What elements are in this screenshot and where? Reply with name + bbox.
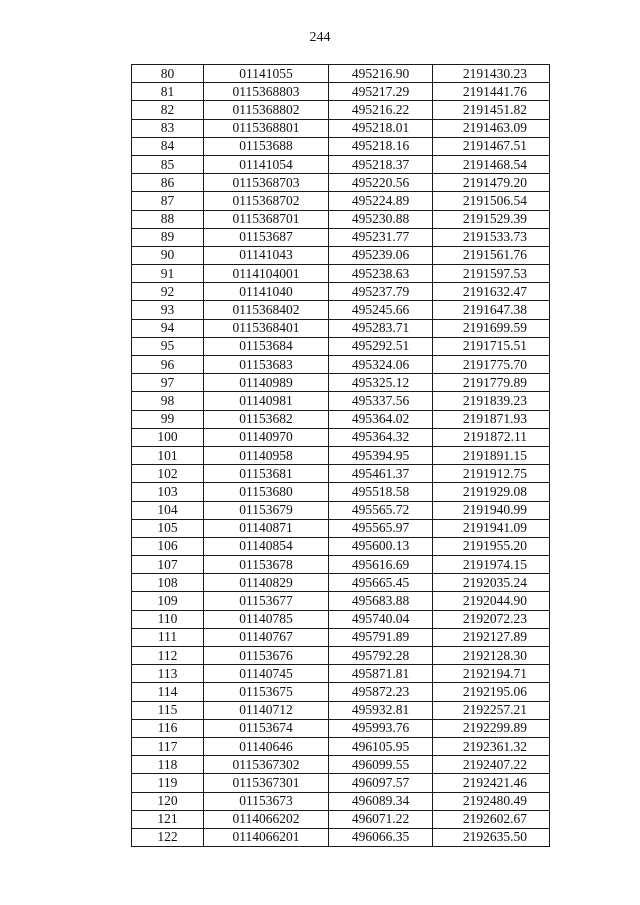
y-coordinate-cell: 2191533.73 — [433, 228, 550, 246]
x-coordinate-cell: 495216.90 — [329, 65, 433, 83]
row-index-cell: 82 — [132, 101, 204, 119]
y-coordinate-cell: 2192128.30 — [433, 647, 550, 665]
y-coordinate-cell: 2191955.20 — [433, 537, 550, 555]
x-coordinate-cell: 495231.77 — [329, 228, 433, 246]
y-coordinate-cell: 2192602.67 — [433, 810, 550, 828]
row-index-cell: 97 — [132, 374, 204, 392]
table-row — [132, 665, 550, 683]
table-row — [132, 519, 550, 537]
y-coordinate-cell: 2191699.59 — [433, 319, 550, 337]
x-coordinate-cell: 495238.63 — [329, 265, 433, 283]
page-number: 244 — [309, 30, 331, 45]
row-index-cell: 110 — [132, 610, 204, 628]
y-coordinate-cell: 2192480.49 — [433, 792, 550, 810]
row-index-cell: 119 — [132, 774, 204, 792]
row-index-cell: 96 — [132, 356, 204, 374]
row-index-cell: 122 — [132, 828, 204, 846]
table-row — [132, 446, 550, 464]
y-coordinate-cell: 2192194.71 — [433, 665, 550, 683]
row-index-cell: 104 — [132, 501, 204, 519]
y-coordinate-cell: 2191561.76 — [433, 246, 550, 264]
x-coordinate-cell: 495616.69 — [329, 556, 433, 574]
point-id-cell: 0115368703 — [204, 174, 329, 192]
row-index-cell: 117 — [132, 737, 204, 755]
x-coordinate-cell: 495364.32 — [329, 428, 433, 446]
x-coordinate-cell: 495218.16 — [329, 137, 433, 155]
x-coordinate-cell: 495230.88 — [329, 210, 433, 228]
y-coordinate-cell: 2191775.70 — [433, 356, 550, 374]
x-coordinate-cell: 495665.45 — [329, 574, 433, 592]
row-index-cell: 89 — [132, 228, 204, 246]
y-coordinate-cell: 2191974.15 — [433, 556, 550, 574]
point-id-cell: 01153682 — [204, 410, 329, 428]
y-coordinate-cell: 2192299.89 — [433, 719, 550, 737]
row-index-cell: 115 — [132, 701, 204, 719]
table-row — [132, 119, 550, 137]
table-row — [132, 192, 550, 210]
point-id-cell: 01153683 — [204, 356, 329, 374]
y-coordinate-cell: 2191715.51 — [433, 337, 550, 355]
x-coordinate-cell: 495993.76 — [329, 719, 433, 737]
x-coordinate-cell: 495217.29 — [329, 83, 433, 101]
point-id-cell: 0114066202 — [204, 810, 329, 828]
y-coordinate-cell: 2191479.20 — [433, 174, 550, 192]
point-id-cell: 01153674 — [204, 719, 329, 737]
table-row — [132, 228, 550, 246]
x-coordinate-cell: 495220.56 — [329, 174, 433, 192]
row-index-cell: 107 — [132, 556, 204, 574]
x-coordinate-cell: 495740.04 — [329, 610, 433, 628]
table-row — [132, 246, 550, 264]
y-coordinate-cell: 2191940.99 — [433, 501, 550, 519]
point-id-cell: 0115367302 — [204, 756, 329, 774]
row-index-cell: 106 — [132, 537, 204, 555]
table-row — [132, 610, 550, 628]
row-index-cell: 102 — [132, 465, 204, 483]
point-id-cell: 01140970 — [204, 428, 329, 446]
y-coordinate-cell: 2192635.50 — [433, 828, 550, 846]
point-id-cell: 01140712 — [204, 701, 329, 719]
row-index-cell: 113 — [132, 665, 204, 683]
row-index-cell: 80 — [132, 65, 204, 83]
point-id-cell: 01140829 — [204, 574, 329, 592]
point-id-cell: 01140854 — [204, 537, 329, 555]
x-coordinate-cell: 496105.95 — [329, 737, 433, 755]
row-index-cell: 83 — [132, 119, 204, 137]
point-id-cell: 01153678 — [204, 556, 329, 574]
point-id-cell: 01140785 — [204, 610, 329, 628]
point-id-cell: 01153677 — [204, 592, 329, 610]
y-coordinate-cell: 2191891.15 — [433, 446, 550, 464]
point-id-cell: 01140646 — [204, 737, 329, 755]
x-coordinate-cell: 495216.22 — [329, 101, 433, 119]
table-row — [132, 628, 550, 646]
table-row — [132, 719, 550, 737]
point-id-cell: 0115368401 — [204, 319, 329, 337]
x-coordinate-cell: 495364.02 — [329, 410, 433, 428]
table-row — [132, 301, 550, 319]
x-coordinate-cell: 495324.06 — [329, 356, 433, 374]
table-row — [132, 101, 550, 119]
point-id-cell: 01140989 — [204, 374, 329, 392]
table-row — [132, 465, 550, 483]
table-row — [132, 265, 550, 283]
row-index-cell: 85 — [132, 155, 204, 173]
table-row — [132, 392, 550, 410]
coordinates-table — [131, 64, 550, 847]
point-id-cell: 01140871 — [204, 519, 329, 537]
table-row — [132, 683, 550, 701]
row-index-cell: 86 — [132, 174, 204, 192]
y-coordinate-cell: 2192127.89 — [433, 628, 550, 646]
table-row — [132, 647, 550, 665]
x-coordinate-cell: 495518.58 — [329, 483, 433, 501]
row-index-cell: 95 — [132, 337, 204, 355]
table-row — [132, 810, 550, 828]
x-coordinate-cell: 495292.51 — [329, 337, 433, 355]
point-id-cell: 0115368702 — [204, 192, 329, 210]
x-coordinate-cell: 495565.97 — [329, 519, 433, 537]
x-coordinate-cell: 495237.79 — [329, 283, 433, 301]
y-coordinate-cell: 2192035.24 — [433, 574, 550, 592]
point-id-cell: 01153673 — [204, 792, 329, 810]
row-index-cell: 94 — [132, 319, 204, 337]
table-row — [132, 774, 550, 792]
row-index-cell: 103 — [132, 483, 204, 501]
y-coordinate-cell: 2191872.11 — [433, 428, 550, 446]
x-coordinate-cell: 495683.88 — [329, 592, 433, 610]
point-id-cell: 01141043 — [204, 246, 329, 264]
x-coordinate-cell: 496071.22 — [329, 810, 433, 828]
point-id-cell: 01140745 — [204, 665, 329, 683]
row-index-cell: 105 — [132, 519, 204, 537]
table-row — [132, 174, 550, 192]
y-coordinate-cell: 2192072.23 — [433, 610, 550, 628]
table-row — [132, 483, 550, 501]
row-index-cell: 118 — [132, 756, 204, 774]
table-row — [132, 737, 550, 755]
row-index-cell: 116 — [132, 719, 204, 737]
row-index-cell: 99 — [132, 410, 204, 428]
y-coordinate-cell: 2191839.23 — [433, 392, 550, 410]
y-coordinate-cell: 2192044.90 — [433, 592, 550, 610]
point-id-cell: 01153681 — [204, 465, 329, 483]
point-id-cell: 01153688 — [204, 137, 329, 155]
point-id-cell: 01141055 — [204, 65, 329, 83]
table-row — [132, 501, 550, 519]
x-coordinate-cell: 495218.01 — [329, 119, 433, 137]
y-coordinate-cell: 2191941.09 — [433, 519, 550, 537]
table-row — [132, 65, 550, 83]
y-coordinate-cell: 2191463.09 — [433, 119, 550, 137]
x-coordinate-cell: 495325.12 — [329, 374, 433, 392]
y-coordinate-cell: 2191647.38 — [433, 301, 550, 319]
point-id-cell: 01141040 — [204, 283, 329, 301]
y-coordinate-cell: 2191451.82 — [433, 101, 550, 119]
table-row — [132, 210, 550, 228]
table-row — [132, 428, 550, 446]
row-index-cell: 90 — [132, 246, 204, 264]
table-row — [132, 756, 550, 774]
table-row — [132, 155, 550, 173]
table-row — [132, 701, 550, 719]
row-index-cell: 101 — [132, 446, 204, 464]
y-coordinate-cell: 2192421.46 — [433, 774, 550, 792]
point-id-cell: 0115368402 — [204, 301, 329, 319]
y-coordinate-cell: 2191597.53 — [433, 265, 550, 283]
y-coordinate-cell: 2191912.75 — [433, 465, 550, 483]
y-coordinate-cell: 2191929.08 — [433, 483, 550, 501]
row-index-cell: 108 — [132, 574, 204, 592]
y-coordinate-cell: 2191441.76 — [433, 83, 550, 101]
point-id-cell: 0115368801 — [204, 119, 329, 137]
table-row — [132, 828, 550, 846]
x-coordinate-cell: 496099.55 — [329, 756, 433, 774]
table-row — [132, 374, 550, 392]
row-index-cell: 121 — [132, 810, 204, 828]
y-coordinate-cell: 2192361.32 — [433, 737, 550, 755]
table-row — [132, 574, 550, 592]
x-coordinate-cell: 496089.34 — [329, 792, 433, 810]
x-coordinate-cell: 496097.57 — [329, 774, 433, 792]
y-coordinate-cell: 2191467.51 — [433, 137, 550, 155]
x-coordinate-cell: 495565.72 — [329, 501, 433, 519]
x-coordinate-cell: 495932.81 — [329, 701, 433, 719]
point-id-cell: 01153684 — [204, 337, 329, 355]
point-id-cell: 01140958 — [204, 446, 329, 464]
table-row — [132, 537, 550, 555]
coordinates-table-body — [132, 65, 550, 847]
table-row — [132, 83, 550, 101]
row-index-cell: 112 — [132, 647, 204, 665]
table-row — [132, 356, 550, 374]
point-id-cell: 01140981 — [204, 392, 329, 410]
point-id-cell: 0115368803 — [204, 83, 329, 101]
x-coordinate-cell: 495239.06 — [329, 246, 433, 264]
row-index-cell: 87 — [132, 192, 204, 210]
row-index-cell: 100 — [132, 428, 204, 446]
row-index-cell: 91 — [132, 265, 204, 283]
y-coordinate-cell: 2192257.21 — [433, 701, 550, 719]
row-index-cell: 88 — [132, 210, 204, 228]
point-id-cell: 0115367301 — [204, 774, 329, 792]
x-coordinate-cell: 495224.89 — [329, 192, 433, 210]
table-row — [132, 337, 550, 355]
x-coordinate-cell: 495461.37 — [329, 465, 433, 483]
row-index-cell: 84 — [132, 137, 204, 155]
point-id-cell: 01141054 — [204, 155, 329, 173]
x-coordinate-cell: 495245.66 — [329, 301, 433, 319]
row-index-cell: 120 — [132, 792, 204, 810]
y-coordinate-cell: 2191468.54 — [433, 155, 550, 173]
y-coordinate-cell: 2191871.93 — [433, 410, 550, 428]
y-coordinate-cell: 2191632.47 — [433, 283, 550, 301]
row-index-cell: 93 — [132, 301, 204, 319]
y-coordinate-cell: 2191529.39 — [433, 210, 550, 228]
y-coordinate-cell: 2192195.06 — [433, 683, 550, 701]
row-index-cell: 109 — [132, 592, 204, 610]
x-coordinate-cell: 495337.56 — [329, 392, 433, 410]
table-row — [132, 283, 550, 301]
x-coordinate-cell: 496066.35 — [329, 828, 433, 846]
table-row — [132, 556, 550, 574]
point-id-cell: 0115368701 — [204, 210, 329, 228]
x-coordinate-cell: 495283.71 — [329, 319, 433, 337]
row-index-cell: 114 — [132, 683, 204, 701]
table-row — [132, 792, 550, 810]
point-id-cell: 01153679 — [204, 501, 329, 519]
point-id-cell: 0115368802 — [204, 101, 329, 119]
row-index-cell: 81 — [132, 83, 204, 101]
row-index-cell: 98 — [132, 392, 204, 410]
y-coordinate-cell: 2191430.23 — [433, 65, 550, 83]
y-coordinate-cell: 2191506.54 — [433, 192, 550, 210]
row-index-cell: 111 — [132, 628, 204, 646]
row-index-cell: 92 — [132, 283, 204, 301]
point-id-cell: 01153687 — [204, 228, 329, 246]
x-coordinate-cell: 495218.37 — [329, 155, 433, 173]
x-coordinate-cell: 495872.23 — [329, 683, 433, 701]
table-row — [132, 410, 550, 428]
x-coordinate-cell: 495792.28 — [329, 647, 433, 665]
y-coordinate-cell: 2191779.89 — [433, 374, 550, 392]
x-coordinate-cell: 495871.81 — [329, 665, 433, 683]
point-id-cell: 01153675 — [204, 683, 329, 701]
table-row — [132, 319, 550, 337]
point-id-cell: 0114066201 — [204, 828, 329, 846]
point-id-cell: 0114104001 — [204, 265, 329, 283]
x-coordinate-cell: 495600.13 — [329, 537, 433, 555]
point-id-cell: 01140767 — [204, 628, 329, 646]
table-row — [132, 592, 550, 610]
x-coordinate-cell: 495394.95 — [329, 446, 433, 464]
table-row — [132, 137, 550, 155]
y-coordinate-cell: 2192407.22 — [433, 756, 550, 774]
point-id-cell: 01153676 — [204, 647, 329, 665]
x-coordinate-cell: 495791.89 — [329, 628, 433, 646]
point-id-cell: 01153680 — [204, 483, 329, 501]
